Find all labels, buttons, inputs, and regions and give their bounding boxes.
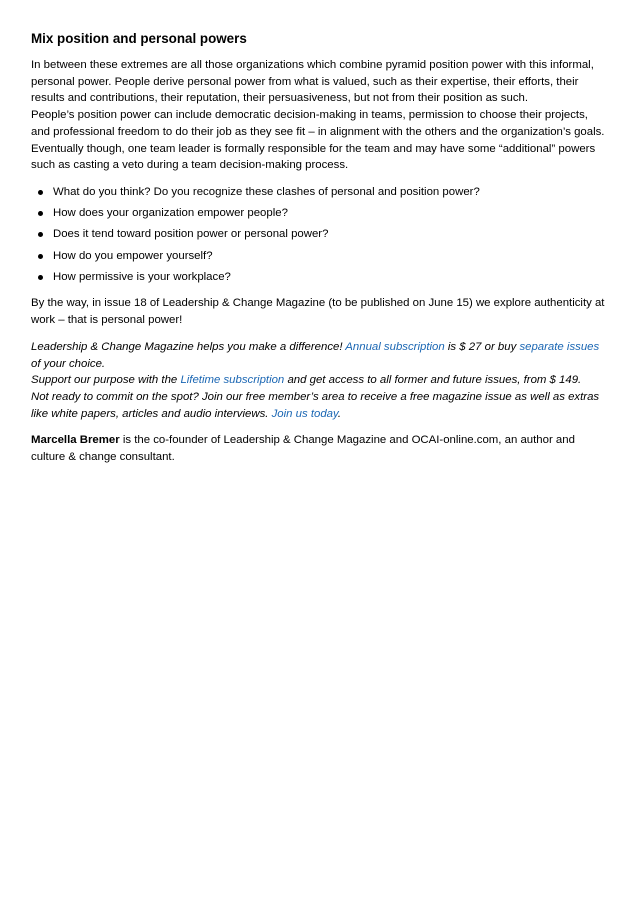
promo-line (31, 406, 608, 423)
list-item (53, 184, 608, 201)
bullet-icon (38, 211, 43, 216)
author-name: Marcella Bremer (31, 434, 120, 447)
questions-list (31, 184, 608, 286)
promo-line: Not ready to commit on the spot? Join our free member’s area to receive a free magazine issue as well as extras (31, 390, 600, 403)
intro-line: results and contributions, their reputation, their persuasiveness, but not from their position as such. (31, 92, 529, 105)
promo-text: is $ 27 or buy (444, 340, 520, 353)
list-item-text: How permissive is your workplace? (53, 270, 231, 283)
promo-paragraph (31, 339, 608, 423)
annual-subscription-link[interactable]: Annual subscription (345, 340, 445, 353)
bullet-icon (38, 190, 43, 195)
join-us-today-link[interactable]: Join us today (271, 407, 338, 420)
promo-line (31, 339, 608, 356)
section-heading: Mix position and personal powers (31, 31, 247, 46)
promo-line: of your choice. (31, 357, 106, 370)
author-text: is the co-founder of Leadership & Change Magazine and OCAI-online.com, an author and (119, 434, 575, 447)
list-item-text: What do you think? Do you recognize these clashes of personal and position power? (53, 185, 480, 198)
promo-text: Leadership & Change Magazine helps you make a difference! (31, 340, 346, 353)
article (31, 30, 608, 476)
author-line (31, 432, 608, 449)
bullet-icon (38, 275, 43, 280)
byway-line: By the way, in issue 18 of Leadership & Change Magazine (to be published on June 15) we explore authenticity at (31, 297, 605, 310)
promo-text: and get access to all former and future issues, from $ 149. (284, 374, 582, 387)
list-item (53, 226, 608, 243)
list-item-text: Does it tend toward position power or personal power? (53, 228, 329, 241)
intro-line: People’s position power can include democratic decision-making in teams, permission to choose their projects, (31, 109, 588, 122)
separate-issues-link[interactable]: separate issues (519, 340, 600, 353)
author-bio (31, 432, 608, 465)
list-item (53, 248, 608, 265)
promo-text: . (337, 407, 342, 420)
list-item (53, 205, 608, 222)
byway-line: work – that is personal power! (31, 314, 183, 327)
intro-line: such as casting a veto during a team decision-making process. (31, 159, 349, 172)
intro-line: personal power. People derive personal power from what is valued, such as their expertise, their efforts, their (31, 75, 579, 88)
list-item (53, 269, 608, 286)
lifetime-subscription-link[interactable]: Lifetime subscription (180, 374, 285, 387)
promo-text: Support our purpose with the (31, 374, 181, 387)
list-item-text: How do you empower yourself? (53, 249, 213, 262)
bullet-icon (38, 254, 43, 259)
promo-line (31, 372, 608, 389)
author-line: culture & change consultant. (31, 451, 175, 464)
byway-paragraph (31, 295, 608, 328)
bullet-icon (38, 232, 43, 237)
list-item-text: How does your organization empower people? (53, 207, 288, 220)
promo-text: like white papers, articles and audio interviews. (31, 407, 272, 420)
intro-line: and professional freedom to do their job as they see fit – in alignment with the others and the organization’s goals. (31, 125, 605, 138)
intro-line: Eventually though, one team leader is formally responsible for the team and may have some “additional” powers (31, 142, 596, 155)
intro-line: In between these extremes are all those organizations which combine pyramid position power with this informal, (31, 59, 594, 71)
intro-paragraph (31, 57, 608, 174)
